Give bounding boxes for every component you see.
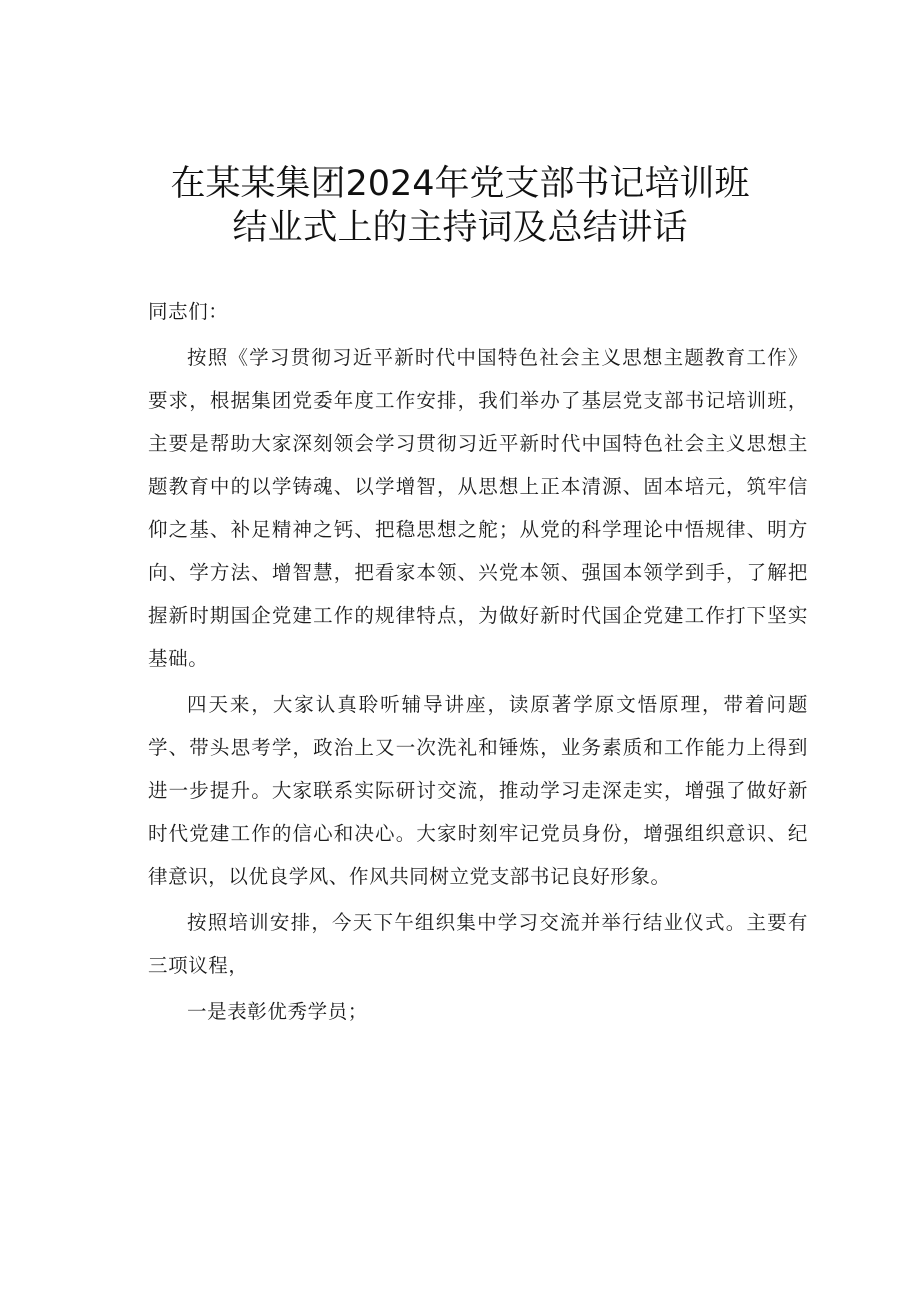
document-title-line-2: 结业式上的主持词及总结讲话 bbox=[232, 208, 688, 248]
paragraph-4: 一是表彰优秀学员； bbox=[187, 1000, 368, 1023]
paragraph-2: 四天来，大家认真聆听辅导讲座，读原著学原文悟原理，带着问题学、带头思考学，政治上又一次洗礼和锤炼，业务素质和工作能力上得到进一步提升。大家联系实际研讨交流，推动学习走深走实，增强了做好新时代党建工作的信心和决心。大家时刻牢记党员身份，增强组织意识、纪律意识，以优良学风、作风共同树立党支部书记良好形象。 bbox=[148, 693, 808, 888]
document-title-line-1: 在某某集团2024年党支部书记培训班 bbox=[170, 164, 750, 204]
paragraph-3: 按照培训安排，今天下午组织集中学习交流并举行结业仪式。主要有三项议程， bbox=[148, 911, 808, 977]
paragraph-1: 按照《学习贯彻习近平新时代中国特色社会主义思想主题教育工作》要求，根据集团党委年度工作安排，我们举办了基层党支部书记培训班，主要是帮助大家深刻领会学习贯彻习近平新时代中国特色社会主义思想主题教育中的以学铸魂、以学增智，从思想上正本清源、固本培元，筑牢信仰之基、补足精神之钙、把稳思想之舵；从党的科学理论中悟规律、明方向、学方法、增智慧，把看家本领、兴党本领、强国本领学到手，了解把握新时期国企党建工作的规律特点，为做好新时代国企党建工作打下坚实基础。 bbox=[148, 346, 808, 670]
salutation: 同志们： bbox=[148, 300, 229, 323]
document-body bbox=[148, 290, 808, 1033]
